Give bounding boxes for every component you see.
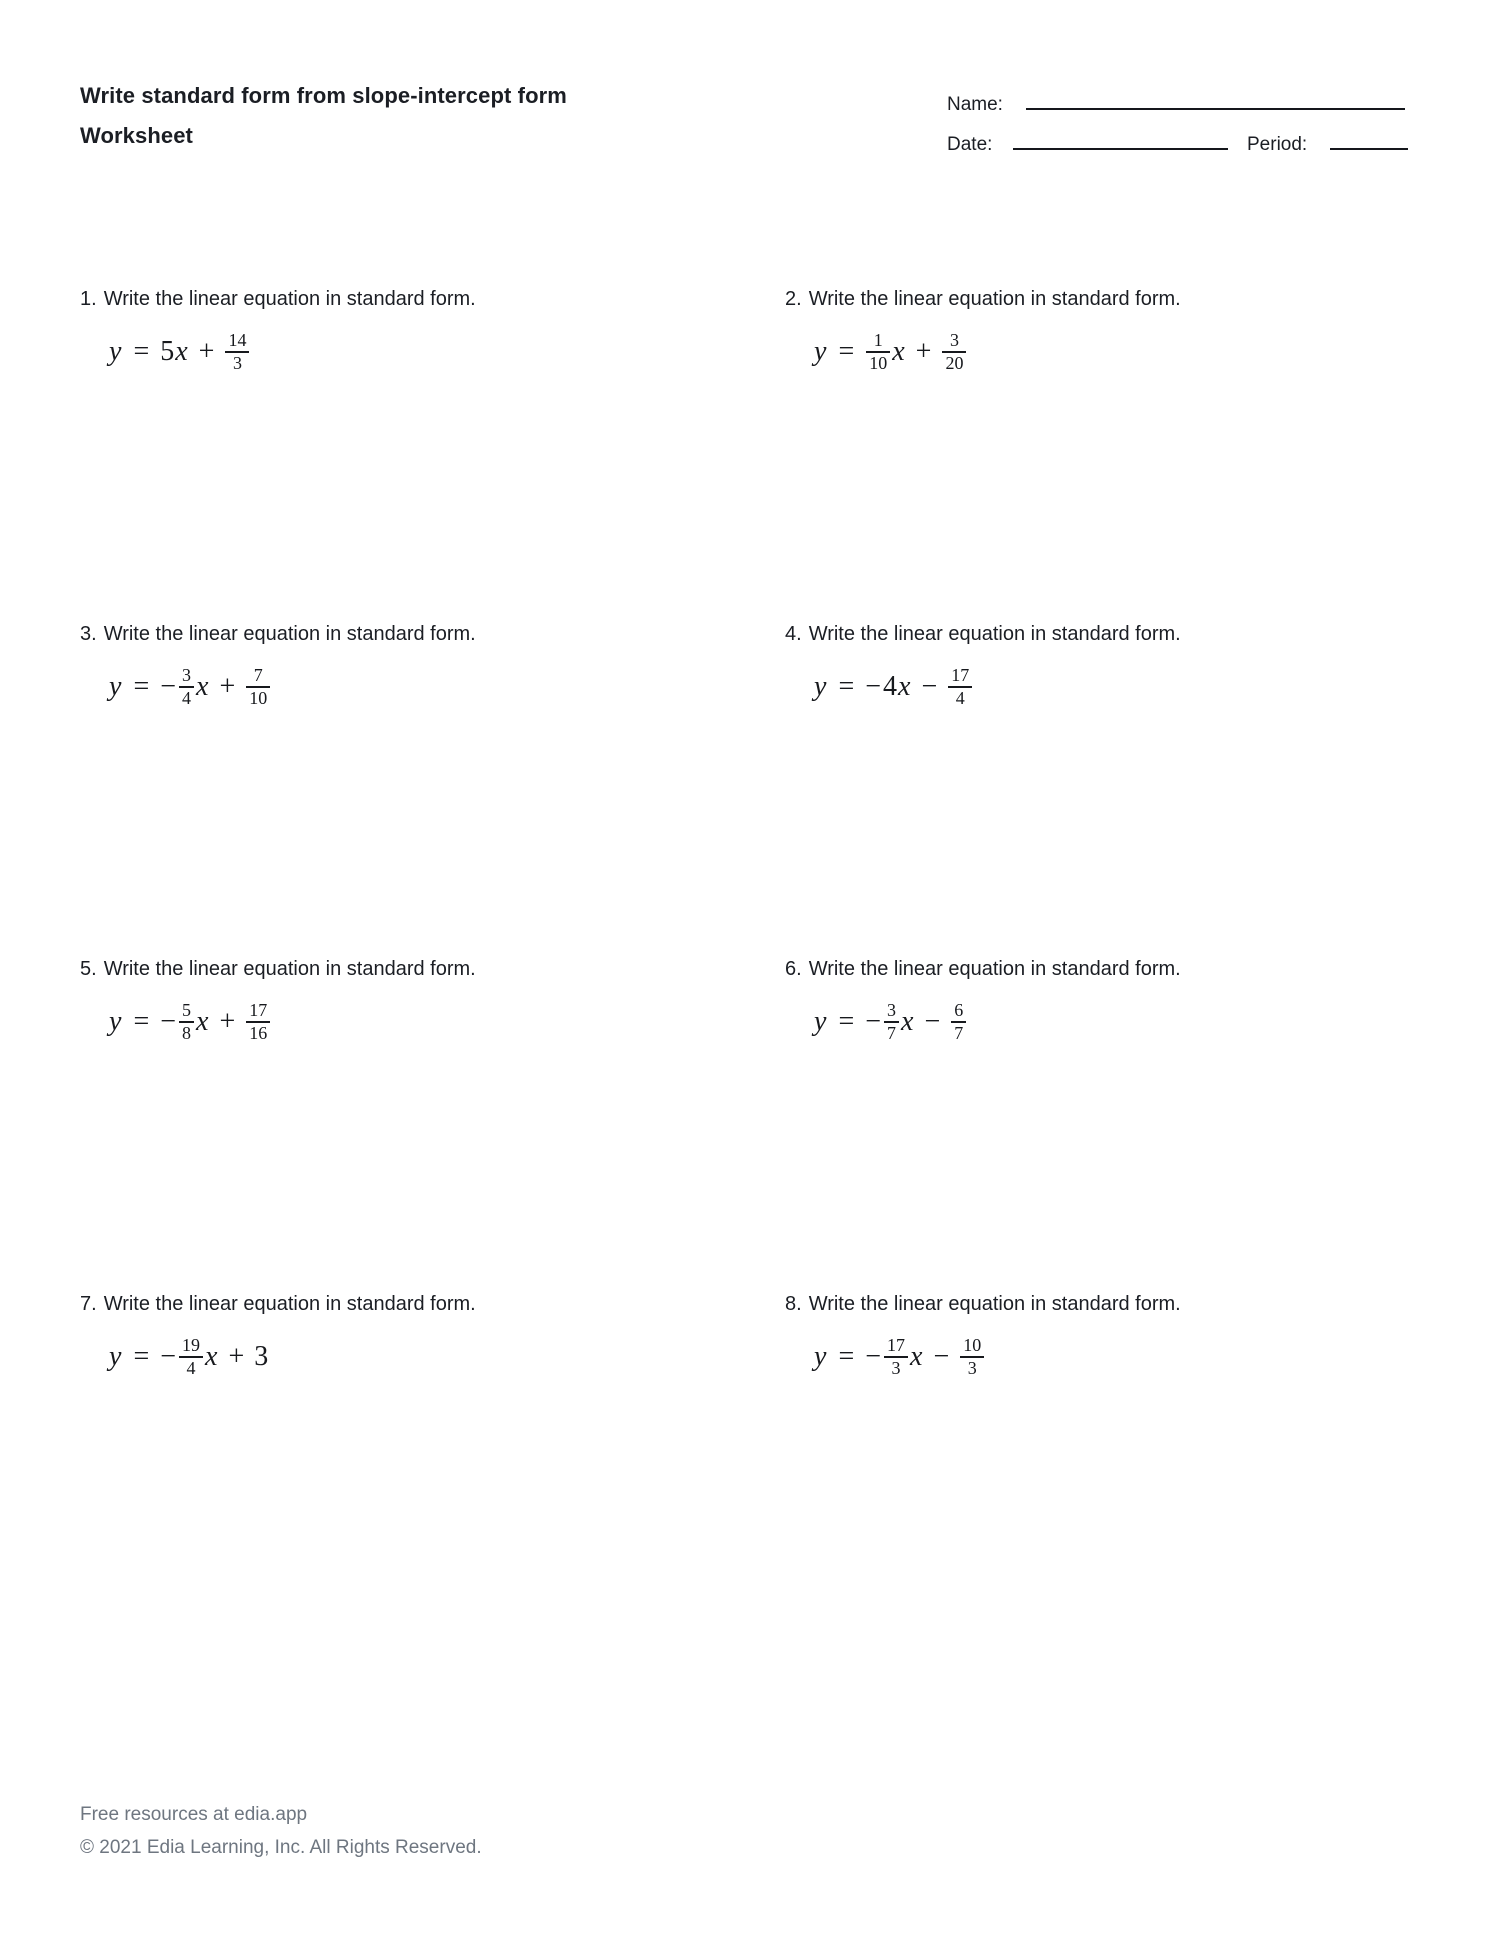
problem-prompt (80, 620, 700, 648)
math-variable: x (205, 1341, 218, 1372)
math-variable: y (814, 671, 827, 702)
equation (813, 999, 1405, 1045)
fraction-numerator: 3 (887, 999, 897, 1020)
fraction (942, 331, 966, 374)
problem-number: 6. (785, 958, 802, 980)
math-variable: y (814, 336, 827, 367)
fraction-denominator: 4 (186, 1358, 196, 1378)
math-variable: x (175, 336, 188, 367)
problem-prompt (785, 955, 1405, 983)
fraction-numerator: 17 (249, 999, 268, 1020)
footer (80, 1798, 482, 1864)
fraction-denominator: 7 (887, 1023, 897, 1043)
problem-number: 8. (785, 1293, 802, 1315)
math-operator: − (921, 671, 938, 702)
math-equals-sign: = (133, 671, 150, 702)
math-equals-sign: = (133, 1006, 150, 1037)
worksheet-title-line1: Write standard form from slope-intercept form (80, 83, 567, 108)
problem-number: 1. (80, 288, 97, 310)
footer-copyright-text: © 2021 Edia Learning, Inc. All Rights Reserved. (80, 1837, 482, 1858)
fraction-denominator: 10 (869, 353, 888, 373)
problem-4 (785, 620, 1405, 710)
math-operator: + (219, 671, 236, 702)
equation (108, 329, 700, 375)
problem-prompt-text: Write the linear equation in standard form. (808, 1293, 1181, 1315)
fraction-denominator: 10 (249, 688, 268, 708)
fraction (246, 1001, 270, 1044)
fraction-denominator: 4 (182, 688, 192, 708)
math-number: 3 (254, 1341, 269, 1372)
math-equals-sign: = (133, 336, 150, 367)
math-equals-sign: = (133, 1341, 150, 1372)
math-variable: x (892, 336, 905, 367)
problem-prompt-text: Write the linear equation in standard form. (808, 623, 1181, 645)
fraction-denominator: 7 (954, 1023, 964, 1043)
problem-prompt-text: Write the linear equation in standard form. (808, 958, 1181, 980)
fraction-denominator: 4 (955, 688, 965, 708)
math-operator: + (915, 336, 932, 367)
fraction-numerator: 3 (949, 329, 959, 350)
fraction (179, 666, 194, 709)
math-operator: + (198, 336, 215, 367)
fraction (951, 1001, 966, 1044)
math-equals-sign: = (838, 671, 855, 702)
math-variable: y (814, 1341, 827, 1372)
worksheet-title-line2: Worksheet (80, 123, 193, 148)
problem-prompt-text: Write the linear equation in standard form. (103, 958, 476, 980)
math-number: 5 (160, 336, 175, 367)
math-minus-sign: − (160, 1006, 177, 1037)
name-blank-line (1026, 90, 1405, 110)
math-equals-sign: = (838, 1341, 855, 1372)
math-variable: x (196, 1006, 209, 1037)
fraction (960, 1336, 984, 1379)
equation (108, 664, 700, 710)
worksheet-title (80, 76, 567, 156)
fraction (225, 331, 249, 374)
equation (813, 664, 1405, 710)
math-equals-sign: = (838, 336, 855, 367)
math-operator: + (228, 1341, 245, 1372)
equation (108, 999, 700, 1045)
equation (813, 1334, 1405, 1380)
problem-number: 3. (80, 623, 97, 645)
fraction-denominator: 16 (249, 1023, 268, 1043)
date-blank-line (1013, 130, 1228, 150)
math-minus-sign: − (865, 671, 882, 702)
problem-5 (80, 955, 700, 1045)
fraction (179, 1336, 203, 1379)
fraction-numerator: 5 (182, 999, 192, 1020)
problem-prompt (785, 620, 1405, 648)
math-variable: x (196, 671, 209, 702)
fraction (884, 1001, 899, 1044)
fraction-numerator: 6 (954, 999, 964, 1020)
fraction (866, 331, 890, 374)
fraction-numerator: 17 (887, 1334, 906, 1355)
fraction-numerator: 10 (963, 1334, 982, 1355)
problem-1 (80, 285, 700, 375)
math-variable: x (910, 1341, 923, 1372)
period-blank-line (1330, 130, 1408, 150)
problem-prompt (80, 1290, 700, 1318)
problem-7 (80, 1290, 700, 1380)
problem-prompt (80, 955, 700, 983)
problem-prompt (785, 1290, 1405, 1318)
fraction-denominator: 3 (891, 1358, 901, 1378)
problem-number: 4. (785, 623, 802, 645)
fraction-numerator: 1 (873, 329, 883, 350)
math-variable: x (898, 671, 911, 702)
math-minus-sign: − (160, 671, 177, 702)
fraction (948, 666, 972, 709)
fraction (179, 1001, 194, 1044)
math-number: 4 (883, 671, 898, 702)
math-operator: + (219, 1006, 236, 1037)
problem-prompt (80, 285, 700, 313)
fraction-denominator: 3 (967, 1358, 977, 1378)
problem-prompt-text: Write the linear equation in standard form. (103, 1293, 476, 1315)
problem-number: 5. (80, 958, 97, 980)
problem-number: 2. (785, 288, 802, 310)
problem-prompt-text: Write the linear equation in standard form. (103, 288, 476, 310)
fraction-denominator: 3 (232, 353, 242, 373)
math-variable: y (109, 336, 122, 367)
fraction-numerator: 19 (182, 1334, 201, 1355)
fraction-numerator: 7 (253, 664, 263, 685)
problem-3 (80, 620, 700, 710)
math-variable: y (109, 1341, 122, 1372)
math-operator: − (924, 1006, 941, 1037)
problem-number: 7. (80, 1293, 97, 1315)
math-equals-sign: = (838, 1006, 855, 1037)
math-minus-sign: − (865, 1341, 882, 1372)
name-label: Name: (947, 94, 1003, 115)
fraction-numerator: 3 (182, 664, 192, 685)
fraction (246, 666, 270, 709)
fraction-numerator: 14 (228, 329, 247, 350)
math-variable: y (814, 1006, 827, 1037)
fraction-denominator: 20 (945, 353, 964, 373)
period-label: Period: (1247, 134, 1308, 155)
date-label: Date: (947, 134, 993, 155)
problem-prompt (785, 285, 1405, 313)
problem-2 (785, 285, 1405, 375)
equation (108, 1334, 700, 1380)
fraction (884, 1336, 908, 1379)
problem-6 (785, 955, 1405, 1045)
fraction-denominator: 8 (182, 1023, 192, 1043)
problem-prompt-text: Write the linear equation in standard form. (808, 288, 1181, 310)
equation (813, 329, 1405, 375)
problem-8 (785, 1290, 1405, 1380)
math-variable: y (109, 1006, 122, 1037)
math-variable: x (901, 1006, 914, 1037)
fraction-numerator: 17 (951, 664, 970, 685)
problem-prompt-text: Write the linear equation in standard form. (103, 623, 476, 645)
math-variable: y (109, 671, 122, 702)
math-minus-sign: − (865, 1006, 882, 1037)
footer-resources-text: Free resources at edia.app (80, 1804, 308, 1825)
math-minus-sign: − (160, 1341, 177, 1372)
math-operator: − (933, 1341, 950, 1372)
